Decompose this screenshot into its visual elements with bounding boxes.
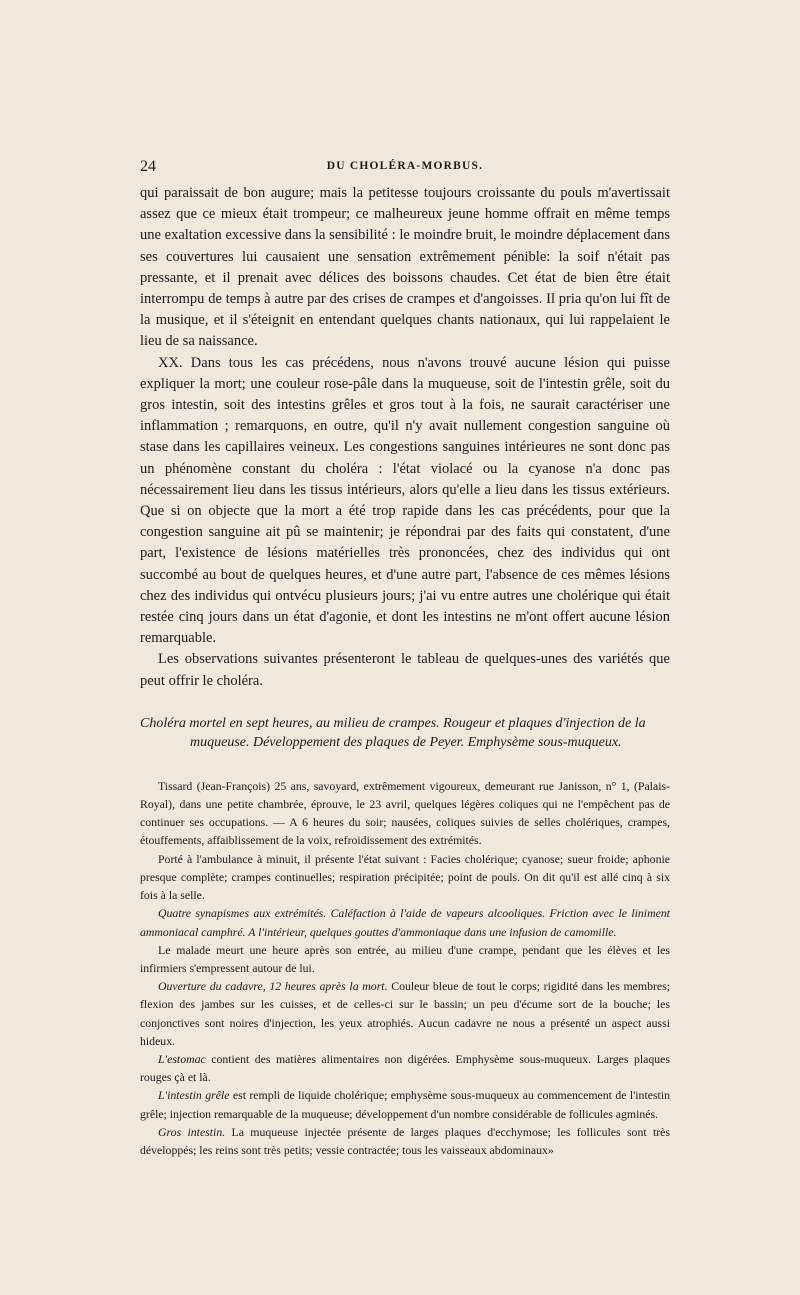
- section-text: Couleur bleue de tout le corps; rigidité dans les membres; flexion des jambes sur les cuisses, et de celles-ci sur le bassin; un peu d'écume sort de la bouche; les conjonctives sont noires d'injection, les yeux atrophiés. Aucun cadavre ne nous a présenté un aspect aussi hideux.: [140, 979, 670, 1048]
- case-title-line: muqueuse. Développement des plaques de Peyer. Emphysème sous-muqueux.: [190, 735, 622, 751]
- case-paragraph: Porté à l'ambulance à minuit, il présente l'état suivant : Facies cholérique; cyanose; sueur froide; aphonie presque complète; crampes continuelles; respiration précipitée; point de pouls. On dit qu'il est allé cinq à six fois à la selle.: [140, 851, 670, 903]
- page-body: [140, 183, 670, 1159]
- paragraph: XX. Dans tous les cas précédens, nous n'avons trouvé aucune lésion qui puisse expliquer la mort; une couleur rose-pâle dans la muqueuse, soit de l'intestin grêle, soit du gros intestin, soit des intestins grêles et gros tout à la fois, ne saurait caractériser une inflammation ; remarquons, en outre, qu'il n'y avait nullement congestion sanguine où stase dans les capillaires veineux. Les congestions sanguines intérieures ne sont donc pas un phénomène constant du choléra : l'état violacé ou la cyanose n'a donc pas nécessairement lieu dans les tissus intérieurs, alors qu'elle a lieu dans les tissus extérieurs. Que si on objecte que la mort a été trop rapide dans les cas précédents, pour que la congestion sanguine ait pû se maintenir; je répondrai par des faits qui constatent, d'une part, l'existence de lésions matérielles très prononcées, chez des individus qui ont succombé au bout de quelques heures, et d'une autre part, l'absence de ces mêmes lésions chez des individus qui ontvécu plusieurs jours; j'ai vu entre autres une cholérique qui était restée cinq jours dans un état d'agonie, et dont les intestins ne m'ont offert aucune lésion remarquable.: [140, 354, 670, 647]
- section-label: L'estomac: [158, 1051, 206, 1066]
- section-label: Ouverture du cadavre, 12 heures après la mort.: [158, 979, 388, 994]
- case-paragraph: [140, 1123, 670, 1159]
- paragraph: Les observations suivantes présenteront le tableau de quelques-unes des variétés que peut offrir le choléra.: [140, 651, 670, 689]
- section-label: L'intestin grêle: [158, 1088, 230, 1103]
- paragraph: qui paraissait de bon augure; mais la petitesse toujours croissante du pouls m'avertissait assez que ce mieux était trompeur; ce malheureux jeune homme offrait en même temps une exaltation excessive dans la sensibilité : le moindre bruit, le moindre déplacement dans ses couvertures lui causaient une sensation extrêmement pénible: la soif n'était pas pressante, et il prenait avec délices des boissons chaudes. Cet état de bien être était interrompu de temps à autre par des crises de crampes et d'angoisses. Il pria qu'on lui fît de la musique, et il s'éteignit en entendant quelques chants nationaux, qui lui rappelaient le lieu de sa naissance.: [140, 185, 670, 350]
- page-number: 24: [140, 158, 156, 175]
- running-head: DU CHOLÉRA-MORBUS.: [326, 160, 484, 172]
- section-label: Gros intestin.: [158, 1124, 226, 1139]
- section-text: La muqueuse injectée présente de larges plaques d'ecchymose; les follicules sont très développés; les reins sont très petits; vessie contractée; tous les vaisseaux abdominaux»: [140, 1124, 670, 1157]
- treatment-text: Quatre synapismes aux extrémités. Caléfaction à l'aide de vapeurs alcooliques. Friction avec le liniment ammoniacal camphré. A l'intérieur, quelques gouttes d'ammoniaque dans une infusion de camomille.: [140, 906, 670, 939]
- section-text: contient des matières alimentaires non digérées. Emphysème sous-muqueux. Larges plaques rouges çà et là.: [140, 1051, 670, 1085]
- case-paragraph: [140, 904, 670, 940]
- case-title-line: Choléra mortel en sept heures, au milieu de crampes. Rougeur et plaques d'injection de la: [140, 715, 646, 731]
- case-paragraph: [140, 1050, 670, 1086]
- case-title: [140, 714, 670, 753]
- page-header: [140, 158, 670, 180]
- case-paragraph: Le malade meurt une heure après son entrée, au milieu d'une crampe, pendant que les élèves et les infirmiers s'empressent autour de lui.: [140, 942, 670, 975]
- section-text: est rempli de liquide cholérique; emphysème sous-muqueux au commencement de l'intestin grêle; injection remarquable de la muqueuse; développement d'un nombre considérable de follicules agminés.: [140, 1088, 670, 1121]
- case-paragraph: [140, 977, 670, 1050]
- case-paragraph: [140, 1086, 670, 1122]
- case-paragraph: Tissard (Jean-François) 25 ans, savoyard, extrêmement vigoureux, demeurant rue Janisson, n° 1, (Palais-Royal), dans une petite chambrée, éprouve, le 23 avril, quelques légères coliques qui ne l'empêchent pas de continuer ses occupations. — A 6 heures du soir; nausées, coliques suivies de selles cholériques, crampes, étouffements, affaiblissement de la voix, refroidissement des extrémités.: [140, 778, 670, 848]
